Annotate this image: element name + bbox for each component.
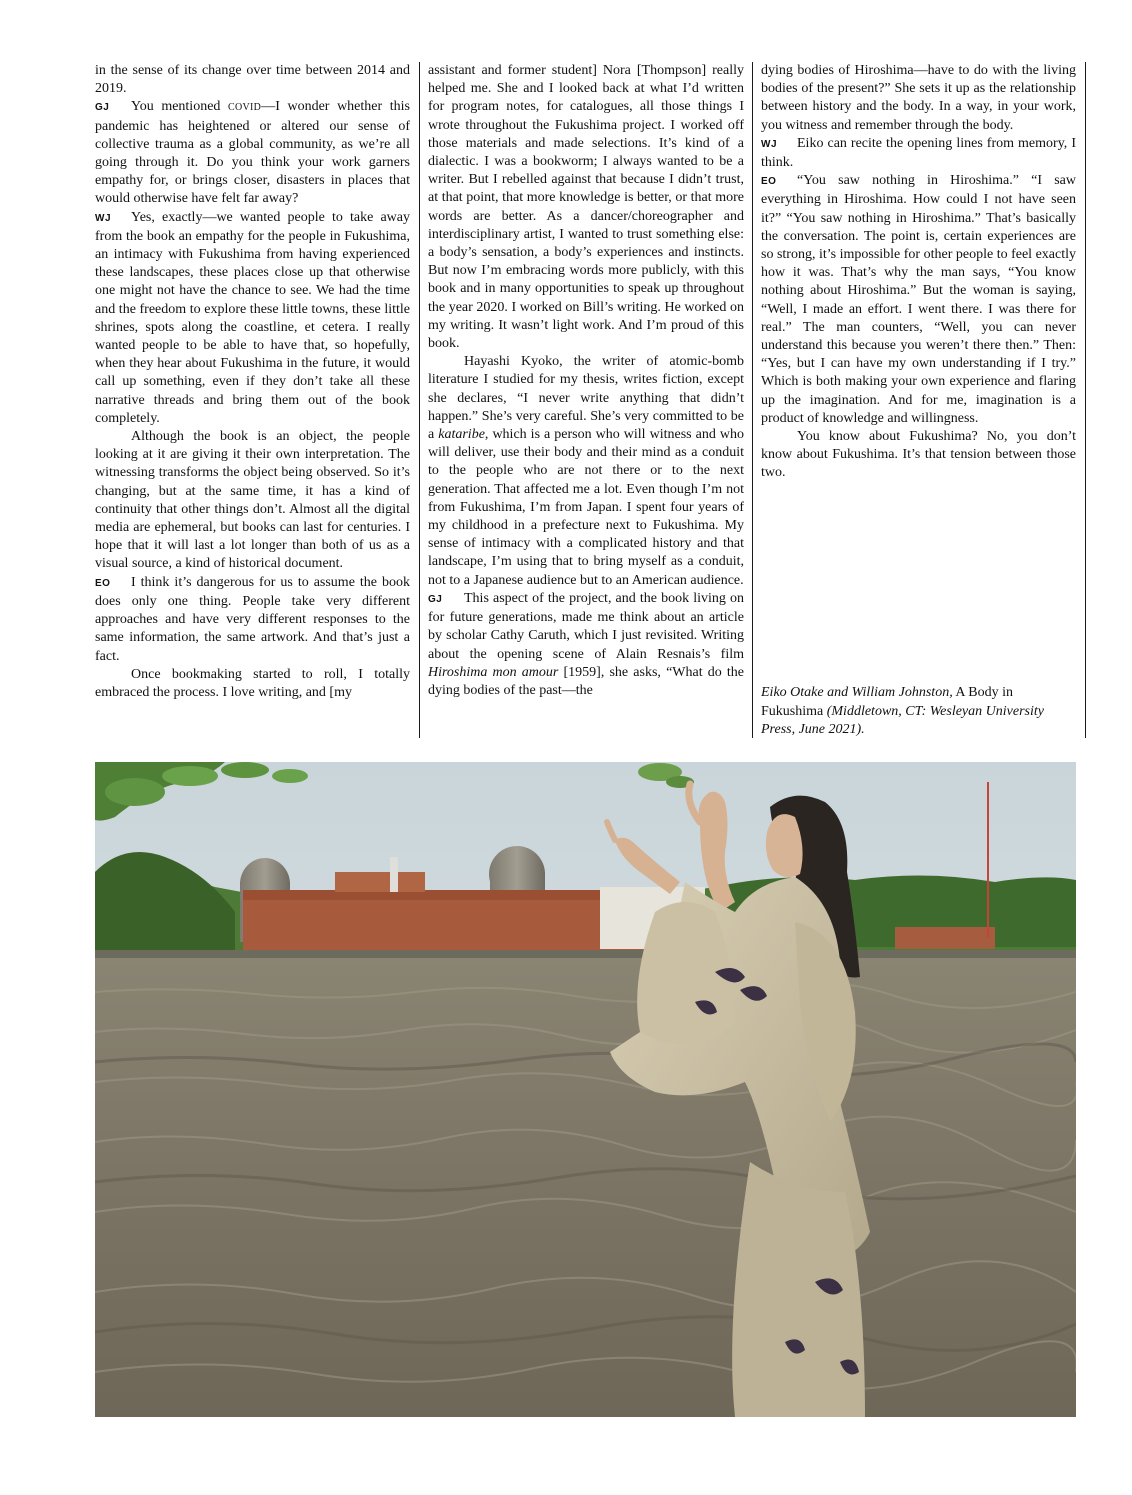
text-column-1 xyxy=(95,62,410,738)
paragraph-wj: WJ Yes, exactly—we wanted people to take away from the book an empathy for the people in Fukushima, an intimacy with Fukushima from having experienced these landscapes, these places close up that otherwise one might not have the chance to see. We had the time and the freedom to explore these little towns, these little shrines, spots along the coastline, et cetera. I really wanted people to be able to have that, so hopefully, when they hear about Fukushima in the future, it would call up something, even if they don’t take all these narrative threads and bring them out of the book completely. xyxy=(95,209,410,426)
speaker-label: EO xyxy=(95,577,111,589)
paragraph: Hayashi Kyoko, the writer of atomic-bomb literature I studied for my thesis, writes fiction, except she declares, “I never write anything that didn’t happen.” She’s very careful. She’s very committed to be a kataribe, which is a person who will witness and who will deliver, use their body and their mind as a conduit to the people who are not there or to the next generation. That affected me a lot. Even though I’m not from Fukushima, I’m from Japan. I spent four years of my childhood in a prefecture next to Fukushima. My sense of intimacy with a complicated history and that landscape, I’m using that to bring myself as a conduit, not to a Japanese audience but to an American audience. xyxy=(428,354,744,588)
paragraph-gj: GJ This aspect of the project, and the book living on for future generations, made me think about an article by scholar Cathy Caruth, which I just revisited. Writing about the opening scene of Alain Resnais’s film Hiroshima mon amour [1959], she asks, “What do the dying bodies of the past—the xyxy=(428,590,744,698)
column-rule-right xyxy=(1085,62,1086,738)
book-caption: Eiko Otake and William Johnston, A Body in Fukushima (Middletown, CT: Wesleyan University Press, June 2021). xyxy=(761,685,1044,738)
paragraph: Although the book is an object, the people looking at it are giving it their own interpretation. The witnessing transforms the object being observed. So it’s changing, but at the same time, it has a kind of continuity that other things don’t. Almost all the digital media are ephemeral, but books can last for centuries. I hope that it will last a lot longer than both of us as a visual source, a kind of historical document. xyxy=(95,429,410,572)
text-column-2 xyxy=(428,62,744,738)
paragraph: dying bodies of Hiroshima—have to do with the living bodies of the present?” She sets it up as the relationship between history and the body. In a way, in your work, you witness and remember through the body. xyxy=(761,63,1076,133)
paragraph: You know about Fukushima? No, you don’t know about Fukushima. It’s that tension between those two. xyxy=(761,429,1076,481)
speaker-label: WJ xyxy=(761,138,777,150)
paragraph: in the sense of its change over time between 2014 and 2019. xyxy=(95,63,410,97)
photo-dancer-by-river xyxy=(95,762,1076,1417)
text-column-3 xyxy=(761,62,1076,738)
column-rule-left xyxy=(419,62,420,738)
paragraph-eo: EO I think it’s dangerous for us to assume the book does only one thing. People take very different approaches and have very different responses to the same information, the same artwork. And that’s just a fact. xyxy=(95,574,410,664)
paragraph: assistant and former student] Nora [Thompson] really helped me. She and I looked back at what I’d written for program notes, for catalogues, all those things I wrote throughout the Fukushima project. I worked off those materials and made selections. It’s kind of a dialectic. I was a bookworm; I always wanted to be a writer. But I rebelled against that because I didn’t trust, at that point, that more knowledge is better, or that more words are better. As a dancer/choreographer and interdisciplinary artist, I wanted to trust something else: a body’s sensation, a body’s experiences and instincts. But now I’m embracing words more publicly, with this book and in many opportunities to speak up throughout the year 2020. I worked on Bill’s writing. He worked on my writing. It wasn’t light work. And I’m proud of this book. xyxy=(428,63,744,352)
speaker-label: EO xyxy=(761,176,777,188)
paragraph: Once bookmaking started to roll, I totally embraced the process. I love writing, and [my xyxy=(95,666,410,700)
paragraph-eo: EO “You saw nothing in Hiroshima.” “I saw everything in Hiroshima. How could I not have seen it?” “You saw nothing in Hiroshima.” That’s basically the conversation. The point is, certain experiences are so strong, it’s impossible for other people to feel exactly how it was. That’s why the man says, “You know nothing about Hiroshima.” But the woman is saying, “Well, I made an effort. I went there. I was there for real.” The man counters, “Well, you can never understand this because you weren’t there then.” Then: “Yes, but I can have my own understanding if I try.” Which is both making your own experience and flaring up the imagination. And for me, imagination is a product of knowledge and willingness. xyxy=(761,173,1076,426)
speaker-label: GJ xyxy=(95,102,110,114)
speaker-label: GJ xyxy=(428,593,443,605)
speaker-label: WJ xyxy=(95,212,111,224)
column-rule-middle xyxy=(752,62,753,738)
paragraph-gj: GJ You mentioned covid—I wonder whether this pandemic has heightened or altered our sense of collective trauma as a global community, as we’re all going through it. Do you think your work garners empathy for, or brings closer, disasters in places that would otherwise have felt far away? xyxy=(95,99,410,207)
paragraph-wj: WJ Eiko can recite the opening lines from memory, I think. xyxy=(761,135,1076,171)
